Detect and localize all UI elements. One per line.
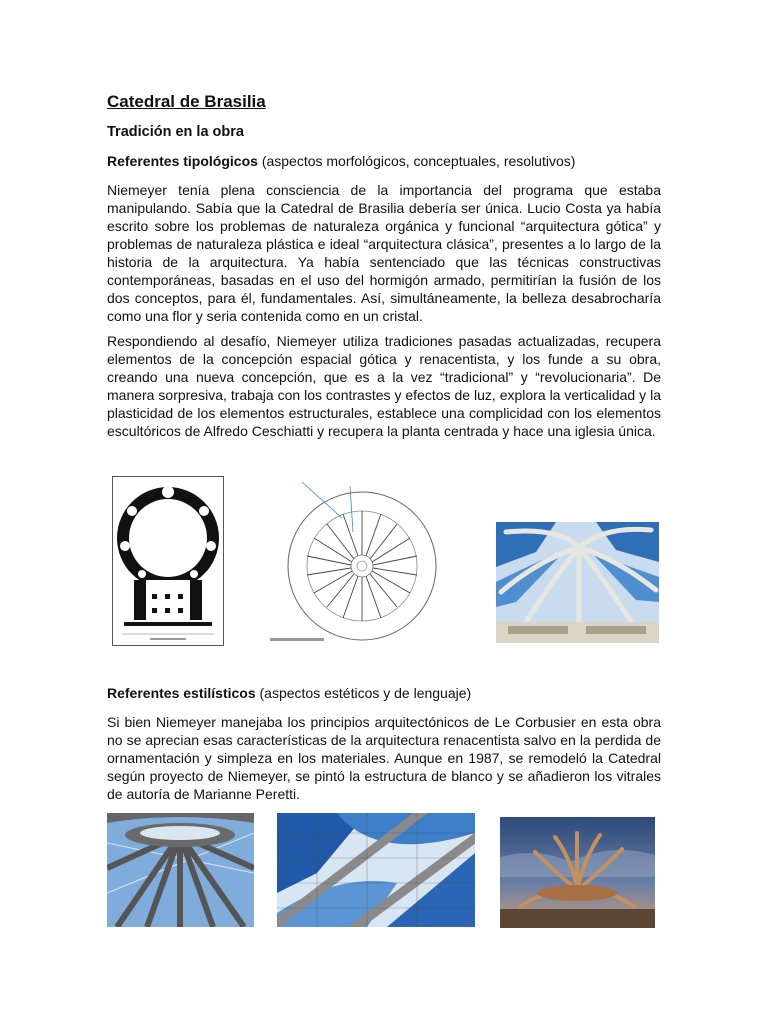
stained-glass-photo-figure (277, 813, 475, 927)
document-title: Catedral de Brasilia (107, 92, 266, 111)
interior-photo (496, 522, 659, 643)
cathedral-plan-drawing (262, 480, 440, 646)
pantheon-plan-drawing (112, 476, 224, 646)
exterior-photo-figure (500, 817, 655, 928)
exterior-photo (500, 817, 655, 928)
cathedral-plan-figure (262, 480, 440, 646)
interior-photo-figure (496, 522, 659, 643)
paragraph-3: Si bien Niemeyer manejaba los principios arquitectónicos de Le Corbusier en esta obra no se aprecian esas características de la arquitectura renacentista salvo en la perdida de ornamentación y simpleza en los materiales. Aunque en 1987, se remodeló la Catedral según proyecto de Niemeyer, se pintó la estructura de blanco y se añadieron los vitrales de autoría de Marianne Peretti. (107, 714, 661, 802)
paragraph-2: Respondiendo al desafío, Niemeyer utiliza tradiciones pasadas actualizadas, recupera elementos de la concepción espacial gótica y renacentista, y los funde a su obra, creando una nueva concepción, que es a la vez “tradicional” y “revolucionaria”. De manera sorpresiva, trabaja con los contrastes y efectos de luz, explora la verticalidad y la plasticidad de los elementos estructurales, establece una complicidad con los elementos escultóricos de Alfredo Ceschiatti y recupera la planta centrada y hace una iglesia única. (107, 333, 661, 439)
pantheon-plan-figure (112, 476, 224, 646)
paragraph-1: Niemeyer tenía plena consciencia de la importancia del programa que estaba manipulando. Sabía que la Catedral de Brasilia debería ser única. Lucio Costa ya había escrito sobre los problemas de naturaleza orgánica y funcional “arquitectura gótica” y problemas de naturaleza plástica e ideal “arquitectura clásica”, presentes a lo largo de la historia de la arquitectura. Ya había sentenciado que las técnicas constructivas contemporáneas, basadas en el uso del hormigón armado, permitirían la fusión de los dos conceptos, para él, fundamentales. Así, simultáneamente, la belleza desabrocharía como una flor y seria contenida como en un cristal. (107, 182, 661, 324)
stylistic-referents-heading: Referentes estilísticos (aspectos estéticos y de lenguaje) (107, 685, 472, 701)
stained-glass-photo (277, 813, 475, 927)
ceiling-photo (107, 813, 254, 927)
typological-referents-heading: Referentes tipológicos (aspectos morfológicos, conceptuales, resolutivos) (107, 153, 576, 169)
section-heading: Tradición en la obra (107, 124, 244, 140)
ceiling-photo-figure (107, 813, 254, 927)
